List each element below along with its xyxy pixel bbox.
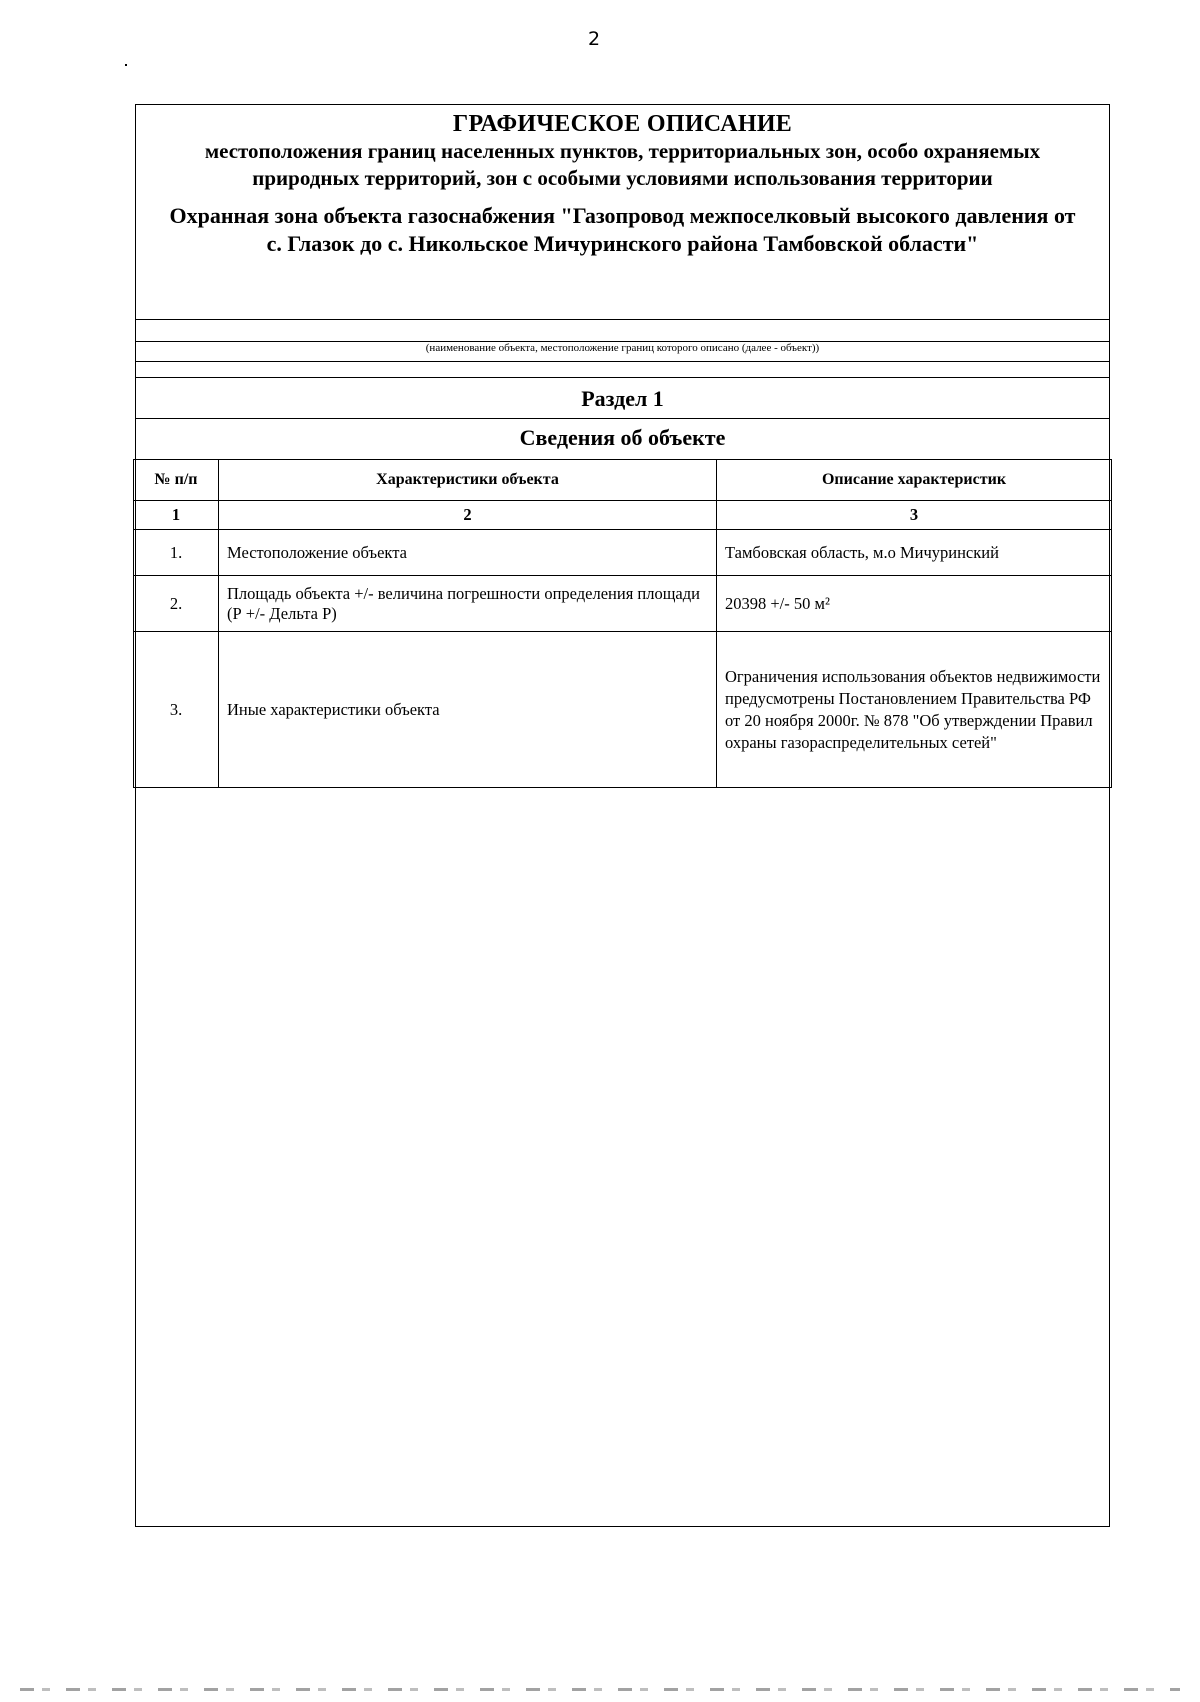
table-row bbox=[134, 576, 1112, 632]
section-subtitle: Сведения об объекте bbox=[519, 425, 726, 450]
header-cell-description: Описание характеристик bbox=[717, 460, 1112, 501]
table-header-row bbox=[134, 460, 1112, 501]
scan-edge-noise bbox=[20, 1688, 1180, 1691]
column-number-row bbox=[134, 501, 1112, 530]
column-number: 1 bbox=[134, 501, 219, 530]
row-number: 3. bbox=[134, 632, 219, 788]
column-number: 3 bbox=[717, 501, 1112, 530]
document-title: ГРАФИЧЕСКОЕ ОПИСАНИЕ bbox=[452, 111, 793, 137]
row-description: Ограничения использования объектов недвижимости предусмотрены Постановлением Правительства РФ от 20 ноября 2000г. № 878 "Об утверждении Правил охраны газораспределительных сетей" bbox=[717, 632, 1112, 788]
section-title: Раздел 1 bbox=[581, 386, 664, 411]
table-row bbox=[134, 632, 1112, 788]
row-characteristic: Иные характеристики объекта bbox=[219, 632, 717, 788]
divider bbox=[136, 361, 1109, 362]
object-name: Охранная зона объекта газоснабжения "Газопровод межпоселковый высокого давления от с. Глазок до с. Никольское Мичуринского района Тамбовской области" bbox=[169, 203, 1076, 256]
scan-speck bbox=[125, 64, 127, 66]
row-description: Тамбовская область, м.о Мичуринский bbox=[717, 530, 1112, 576]
row-description: 20398 +/- 50 м² bbox=[717, 576, 1112, 632]
page-number: 2 bbox=[588, 28, 601, 50]
row-characteristic: Площадь объекта +/- величина погрешности определения площади (Р +/- Дельта Р) bbox=[219, 576, 717, 632]
row-characteristic: Местоположение объекта bbox=[219, 530, 717, 576]
row-number: 1. bbox=[134, 530, 219, 576]
document-frame bbox=[135, 104, 1110, 1527]
document-subtitle: местоположения границ населенных пунктов, территориальных зон, особо охраняемых природных территорий, зон с особыми условиями использования территории bbox=[204, 139, 1041, 190]
divider bbox=[136, 377, 1109, 378]
header-cell-number: № п/п bbox=[134, 460, 219, 501]
header-cell-characteristic: Характеристики объекта bbox=[219, 460, 717, 501]
row-number: 2. bbox=[134, 576, 219, 632]
divider bbox=[136, 319, 1109, 320]
column-number: 2 bbox=[219, 501, 717, 530]
object-info-table bbox=[133, 459, 1112, 788]
document-header bbox=[136, 105, 1109, 341]
divider bbox=[136, 418, 1109, 419]
table-row bbox=[134, 530, 1112, 576]
object-caption: (наименование объекта, местоположение границ которого описано (далее - объект)) bbox=[425, 342, 820, 354]
